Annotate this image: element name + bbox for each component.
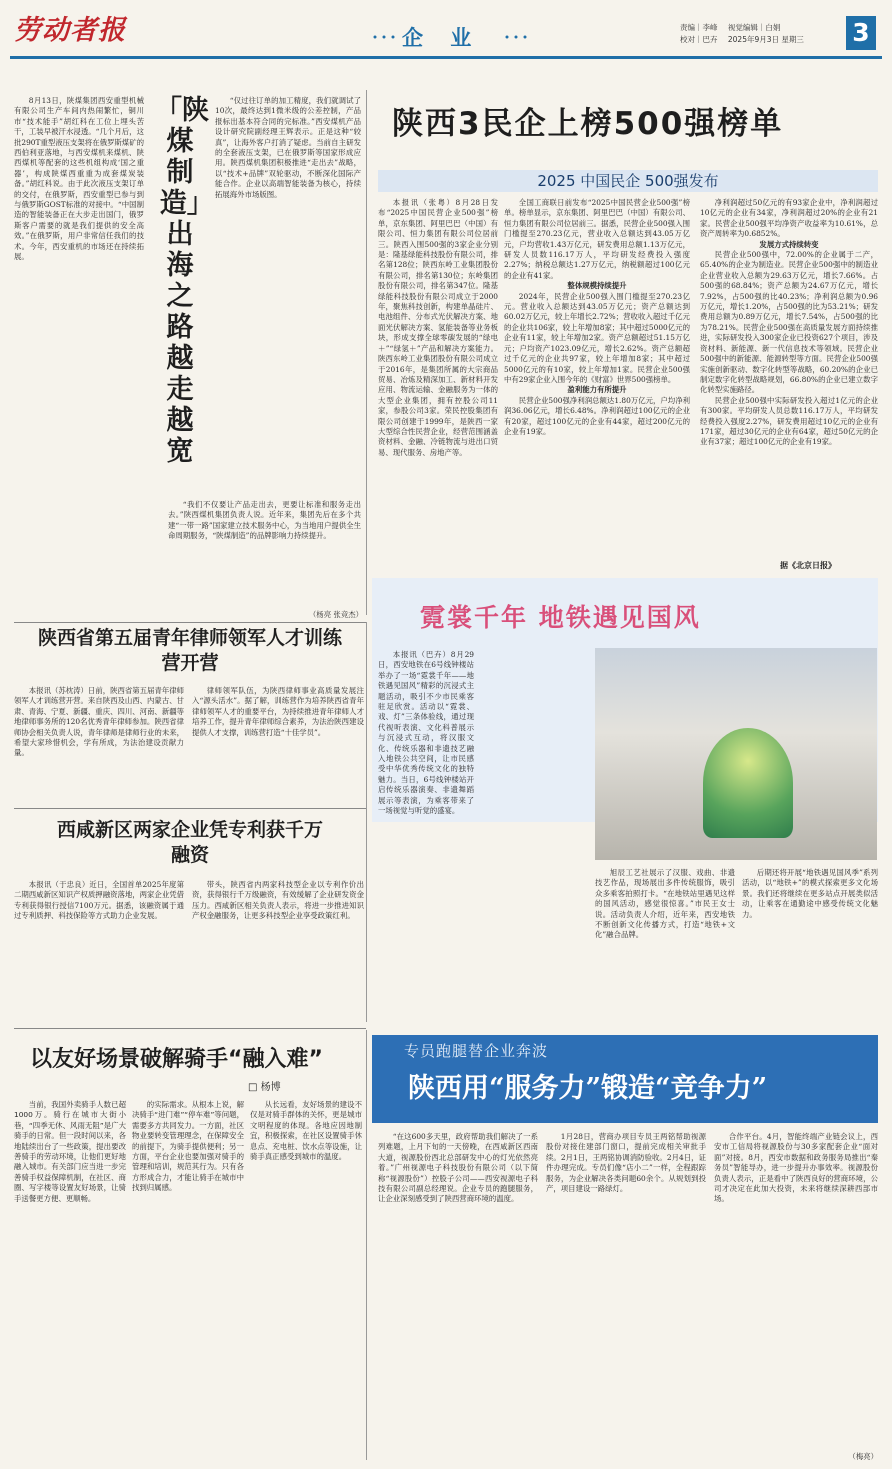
metro-headline: 霓裳千年 地铁遇见国风 <box>420 603 701 632</box>
column-divider <box>366 622 367 1022</box>
xixian-col1: 本报讯（于忠良）近日，全国首单2025年度第二期西咸新区知识产权质押融资落地，两家企业凭借专利获得银行授信7100万元。据悉，该融资属于通过专利质押、科技保险等方式助力企业发展。 <box>14 880 184 921</box>
lead-col2: 全国工商联日前发布“2025中国民营企业500强”榜单。榜单显示，京东集团、阿里巴巴（中国）有限公司、恒力集团有限公司位居前三。据悉，民营企业500强入围门槛提至270.23亿元，营业收入总额达到43.05万亿元，户均营收1.43万亿元，研发费用总额1.13万亿元，研发人员数116.17万人，平均研发经费投入强度2.27%；纳税总额达1.27万亿元，纳税额超过100亿元的企业有41家。 整体规模持续提升 2024年，民营企业500强入围门槛提至270.23亿元。营业收入总额达到43.05万亿元；资产总额达到60.02万亿元，较上年增长2.72%；营收收入超过千亿元的企业共106家，较上年增加8家；其中超过5000亿元的企业有11家，较上年增加2家。资产总额超过51.15万亿元；户均资产1023.09亿元，增长2.62%。资产总额超过千亿元的企业共97家，较上年增加8家；其中超过5000亿元的有10家，较上年增加1家。民营企业500强中有29家企业入围今年的《财富》世界500强榜单。 盈利能力有所提升 民营企业500强净利润总额达1.80万亿元，户均净利润36.06亿元，增长6.48%。净利润超过100亿元的企业有20家，超过100亿元的企业有44家，超过200亿元的企业有19家。 <box>504 198 690 436</box>
service-kicker: 专员跑腿替企业奔波 <box>404 1042 549 1060</box>
lawyer-col1: 本报讯（苏枕涛）日前，陕西省第五届青年律师领军人才训练营开营。来自陕西及山西、内蒙古、甘肃、青海、宁夏、新疆、重庆、四川、河南、新疆等地律师事务所的120名优秀青年律师参加。陕西省律师协会相关负责人说，青年律师是律师行业的未来，希望大家珍惜机会，学有所成，为法治建设贡献力量。 <box>14 686 184 758</box>
service-col2: 1月28日，营商办项目专员王两铭帮助视源股份对接住建部门窗口，提前完成相关审批手续。2月1日，王两铭协调消防验收。2月4日，证件办理完成。专员们像“店小二”一样，全程跟踪服务，为企业解决各类问题60余个。从规划到投产，项目建设一路绿灯。 <box>546 1132 706 1194</box>
lead-col1: 本报讯（张粤）8月28日发布“2025中国民营企业500强”榜单，京东集团、阿里巴巴（中国）有限公司、恒力集团有限公司位居前三。陕西入围500强的3家企业分别是：隆基绿能科技股份有限公司，排名第128位；陕西东岭工业集团股份有限公司，排名第130位；东岭集团股份有限公司，排名第347位。隆基绿能科技股份有限公司成立于2000年，聚焦科技创新，构建单晶硅片、电池组件、分布式光伏解决方案、地面光伏解决方案、氢能装备等业务板块，形成支撑全球零碳发展的“绿电＋”“绿氢＋”产品和解决方案能力。陕西东岭工业集团股份有限公司成立于2016年，是集团所属的大宗商品贸易、冶炼及精深加工、新材料开发应用、物流运输、金融服务为一体的大型企业集团，拥有控股公司11家，参股公司3家。荣民控股集团有限公司创建于1999年，是陕西一家大型综合性民营企业，经营范围涵盖资材料、金融、冷链物流与进出口贸易、现代服务、房地产等。 <box>378 198 498 457</box>
editor-label: 责编｜李峰 <box>680 23 718 32</box>
lead-source: 据《北京日报》 <box>780 561 836 570</box>
service-headline: 陕西用“服务力”锻造“竞争力” <box>408 1073 768 1104</box>
lead-section-head: 发展方式持续转变 <box>759 239 819 249</box>
vertical-story-col2: “仅过往订单的加工精度，我们就调试了10次，最终达到1微米级的公差控制，产品报标出基本符合同的完标准。”西安煤机产品设计研究院副经理王辉表示。正是这种“较真”，让海外客户打消了疑虑。当前自主研发的全套液压支架，已在俄罗斯等国家形成应用。陕西煤机集团积极推进“走出去”战略，以“技术+品牌”双轮驱动，不断深化国际产能合作。企业以高端智能装备为核心，持续拓展海外市场版图。 <box>215 96 361 199</box>
xixian-col2: 带头，陕西省内两家科技型企业以专利作价出资，获得银行千万级融资，有效缓解了企业研发资金压力。西咸新区相关负责人表示，将进一步推进知识产权金融服务，让更多科技型企业享受政策红利。 <box>192 880 364 921</box>
section-rule <box>14 808 366 809</box>
section-title: 企 业 <box>402 26 482 50</box>
lead-headline: 陕西3民企上榜500强榜单 <box>392 106 784 142</box>
editor-credits <box>680 22 804 46</box>
lead-col3: 净利润超过50亿元的有93家企业中，净利润超过10亿元的企业有34家，净利润超过20%的企业有21家。民营企业500强平均净资产收益率为10.61%，总资产周转率为0.6852%。 发展方式持续转变 民营企业500强中，72.00%的企业属于二产，65.40%的企业为制造业。民营企业500强中的制造业企业营业收入总额为29.63万亿元，增长7.66%。占500强的68.84%；资产总额为24.67万亿元，增长7.92%，占500强的比40.23%；净利润总额为0.96万亿元，增长1.20%，占500强的比为53.21%；研发费用总额为0.89万亿元，增长7.54%，占500强的比为78.21%。民营企业500强在高质量发展方面持续推进，实际研发投入300家企业已投资627个项目，涉及资材料、新能源、新一代信息技术等领域。民营企业500强中的新能源、能源转型等方面。民营企业500强实施创新驱动、数字化转型等战略，60.20%的企业已制定数字化转型战略规划，66.80%的企业已建立数字化转型实施路径。 民营企业500强中实际研发投入超过1亿元的企业有300家。平均研发人员总数116.17万人，平均研发经费投入强度2.27%，研发费用超过10亿元的企业有171家，超过30亿元的企业有64家，超过50亿元的企业有37家；超过100亿元的企业有19家。 <box>700 198 878 447</box>
masthead-rule <box>10 56 882 59</box>
section-rule <box>14 1028 366 1029</box>
dancer-figure <box>703 728 793 838</box>
cycling-headline: 以友好场景破解骑手“融入难” <box>30 1047 323 1072</box>
vertical-source: （杨亮 张竞杰） <box>308 610 363 619</box>
vertical-headline: 「陕煤制造」出海之路越走越宽 <box>155 95 209 467</box>
vertical-story-col1: 8月13日，陕煤集团西安重型机械有限公司生产车间内热闹繁忙，铜川市“技术能手”胡红科在工位上埋头苦干，工装早被汗水浸透。“几个月后，这批290T重型液压支架将在俄罗斯煤矿的西伯利亚落地，与西安煤机来煤机、陕西煤机等配套的这些机组构成‘国之重器’，构成陕煤西重重为成套煤炭装备。”胡红科说。由于此次液压支架订单的交付，在俄罗斯，西安重型已参与到与俄罗斯GOST标准的对接中。“中国制造的智能装备正在大步走出国门，俄罗斯客户需要的就是我们提供的安全高效。”在俄罗斯，用户非常信任我们的技术。今年，西安重机的市场还在持续拓展。 <box>14 96 144 262</box>
cycling-col2: 的实际需求。从根本上说，解决骑手“进门难”“停车难”等问题，需要多方共同发力。一方面，社区物业要转变管理理念，在保障安全的前提下，为骑手提供便利；另一方面，平台企业也要加强对骑手的管理和培训，规范其行为。只有各方形成合力，才能让骑手在城市中找到归属感。 <box>132 1100 244 1193</box>
lead-subheadline: 2025 中国民企 500强发布 <box>378 170 878 192</box>
xixian-headline: 西咸新区两家企业凭专利获千万融资 <box>56 819 323 866</box>
lead-section-head: 整体规模持续提升 <box>567 281 627 291</box>
lead-section-head: 盈利能力有所提升 <box>567 385 627 395</box>
newspaper-logo: 劳动者报 <box>14 15 126 46</box>
column-divider <box>366 90 367 615</box>
metro-col2: 旭辰工艺社展示了汉服、戏曲、非遗技艺作品，现场展出多件传统服饰，吸引众多乘客拍照打卡。“在地铁站里遇见这样的国风活动，感觉很惊喜。”市民王女士说。活动负责人介绍，近年来，西安地铁不断创新文化传播方式，打造“地铁+文化”融合品牌。 <box>595 868 735 940</box>
metro-col1: 本报讯（巴卉）8月29日，西安地铁在6号线钟楼站举办了一场“霓裳千年——地铁遇见国风”精彩的沉浸式主题活动，吸引不少市民乘客驻足欣赏。活动以“霓裳、戏、灯”三条体验线，通过现代视听表演、文化科普展示与沉浸式互动，将汉服文化、传统乐器和非遗技艺融入地铁公共空间，让市民感受中华优秀传统文化的独特魅力。当日，6号线钟楼站开启传统乐器演奏、非遗舞蹈展示等表演，为乘客带来了一场视觉与听觉的盛宴。 <box>378 650 474 816</box>
issue-date: 2025年9月3日 星期三 <box>727 35 804 44</box>
section-rule <box>14 622 366 623</box>
service-source: （梅亮） <box>848 1452 878 1461</box>
visual-editor-label: 视觉编辑｜白娟 <box>727 23 781 32</box>
service-col3: 合作平台。4月，智能终端产业链会议上，西安市工信局将视源股份与30多家配套企业“面对面”对接。8月，西安市数据和政务服务局推出“秦务员”智能导办，进一步提升办事效率。视源股份负责人表示，正是看中了陕西良好的营商环境，公司才决定在此加大投资，未来将继续深耕西部市场。 <box>714 1132 878 1204</box>
cycling-col3: 从长远看，友好场景的建设不仅是对骑手群体的关怀，更是城市文明程度的体现。各地应因地制宜，积极探索，在社区设置骑手休息点、充电桩、饮水点等设施，让骑手真正感受到城市的温度。 <box>250 1100 362 1162</box>
cycling-byline: □ 杨博 <box>248 1082 281 1093</box>
lawyer-col2: 律师领军队伍，为陕西律师事业高质量发展注入“源头活水”。据了解，训练营作为培养陕西省青年律师领军人才的重要平台，为持续推进青年律师人才培养工作，提升青年律师综合素养，为法治陕西建设提供人才支撑，训练营打造“十佳学员”。 <box>192 686 364 737</box>
metro-col3: 后期还将开展“地铁遇见国风季”系列活动，以“地铁+”的模式探索更多文化场景。我们还将继续在更多站点开展类似活动，让乘客在通勤途中感受传统文化魅力。 <box>742 868 878 919</box>
cycling-col1: 当前，我国外卖骑手人数已超1000万。骑行在城市大街小巷，“四季无休、风雨无阻”是广大骑手的日常。但一段时间以来，各地陆续出台了一些政策，提出要改善骑手的劳动环境，让他们更好地融入城市。有关部门应当进一步完善骑手权益保障机制，在社区、商圈、写字楼等设置友好场景，让骑手送餐更方便、更顺畅。 <box>14 1100 126 1203</box>
vertical-story-col3: “我们不仅要让产品走出去，更要让标准和服务走出去。”陕西煤机集团负责人说。近年来，集团先后在多个共建“一带一路”国家建立技术服务中心，为当地用户提供全生命周期服务，“陕煤制造”的品牌影响力持续提升。 <box>168 500 361 541</box>
service-col1: “在这600多天里，政府帮助我们解决了一系列难题，上月下旬的一天傍晚，在西咸新区西南大道，视源股份西北总部研发中心的灯光依然亮着。”广州视源电子科技股份有限公司（以下简称“视源股份”）控股子公司——西安视源电子科技有限公司副总经理说。企业专员的跑腿服务，让企业深刻感受到了陕西营商环境的温度。 <box>378 1132 538 1204</box>
metro-photo <box>595 648 877 860</box>
page-number: 3 <box>846 16 876 50</box>
proof-label: 校对｜巴卉 <box>680 35 718 44</box>
lawyer-headline: 陕西省第五届青年律师领军人才训练营开营 <box>37 627 342 674</box>
column-divider <box>366 1030 367 1460</box>
